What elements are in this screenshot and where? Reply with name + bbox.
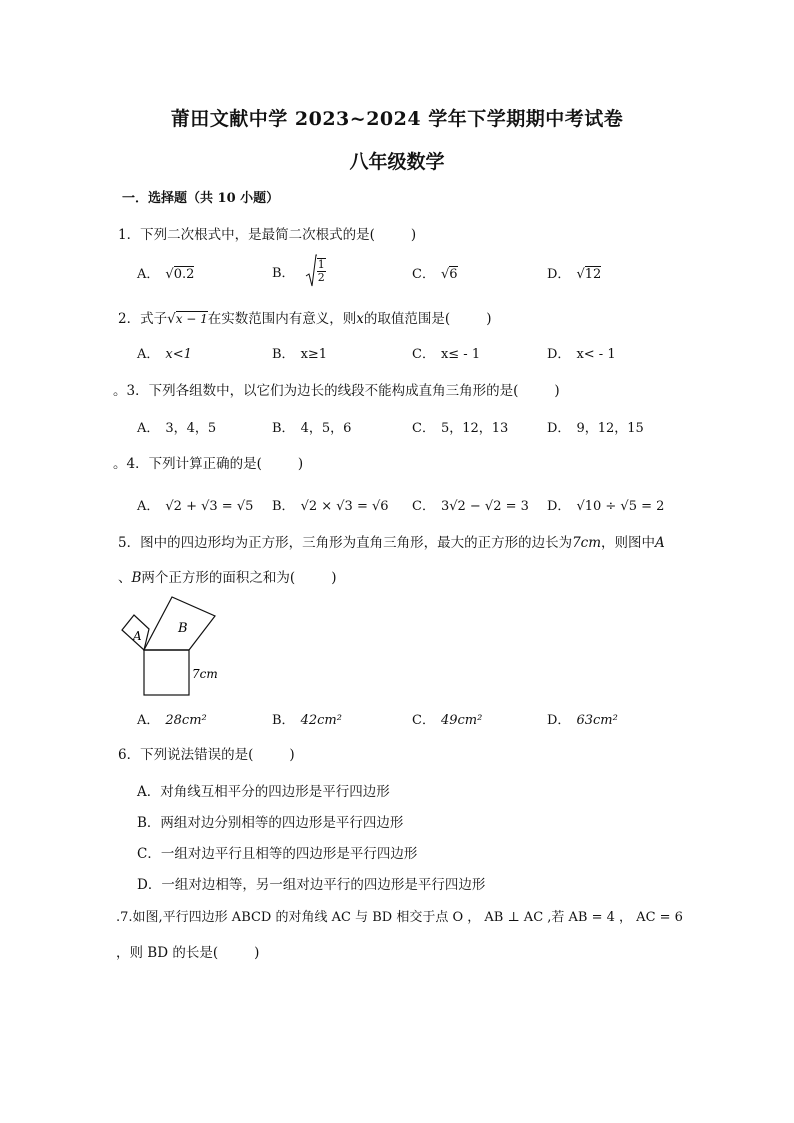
q4-option-d[interactable] [547,495,664,514]
question-2-radicand: x − 1 [175,312,208,326]
q2-option-b-text: x≥1 [300,347,328,362]
q1-option-a-label: A． [137,267,160,282]
q3-option-b[interactable] [272,417,351,436]
figure-label-b: B [178,621,188,636]
q5-option-b-text: 42cm² [300,713,342,728]
question-2-close: ) [486,311,492,327]
q5-option-d-label: D． [547,713,571,728]
q3-option-d-label: D． [547,421,571,436]
question-6-stem [118,743,295,763]
sqrt-icon: √ [576,267,585,282]
q4-option-c[interactable] [412,495,529,514]
q4-option-b[interactable] [272,495,389,514]
question-5-line2-b: B [131,570,142,586]
q1-option-c[interactable] [412,263,458,282]
q5-option-a[interactable] [137,709,207,728]
q1-option-b[interactable] [272,254,326,288]
q2-option-d[interactable] [547,343,616,362]
section-heading: 一．选择题（共 10 小题） [122,191,280,206]
question-4-text: 。4．下列计算正确的是( [113,456,262,472]
question-5-line1-b: 7cm [572,535,602,551]
q4-option-a-text: √2 + √3 = √5 [165,499,254,514]
q4-option-b-text: √2 × √3 = √6 [300,499,389,514]
q4-option-d-text: √10 ÷ √5 = 2 [576,499,665,514]
q2-option-d-text: x< - 1 [576,347,616,362]
question-3-close: ) [554,383,560,399]
q1-option-d-label: D． [547,267,571,282]
q1-option-d[interactable] [547,263,601,282]
question-2-rest: 在实数范围内有意义，则 [207,311,357,327]
q5-option-a-label: A． [137,713,160,728]
question-3-stem [113,379,560,399]
question-7-line2-text: ，则 BD 的长是( [116,945,219,961]
q5-option-a-text: 28cm² [165,713,207,728]
exam-title: 莆田文献中学 2023~2024 学年下学期期中考试卷 [170,108,624,130]
question-5-line1-d: A [655,535,665,551]
question-2-end: 的取值范围是( [363,311,451,327]
q2-option-a-text: x<1 [165,347,192,362]
question-5-line2-a: 、 [118,570,132,586]
question-6-text: 6．下列说法错误的是( [118,747,254,763]
sqrt-icon: √ [440,267,450,282]
question-2-var: x [356,311,364,327]
q2-option-c-text: x≤ - 1 [440,347,481,362]
figure-side-label: 7cm [192,667,218,681]
question-5-line-2 [118,566,336,586]
q5-square-figure [118,594,238,704]
figure-label-a: A [133,629,142,643]
question-7-close: ) [254,945,260,961]
exam-subtitle: 八年级数学 [349,151,445,173]
q2-option-d-label: D． [547,347,571,362]
q1-option-c-radicand: 6 [449,267,458,282]
q2-option-b-label: B． [272,347,295,362]
q6-option-b[interactable]: B．两组对边分别相等的四边形是平行四边形 [137,815,404,831]
q5-option-d[interactable] [547,709,618,728]
large-square-shape [144,650,189,695]
q3-option-c-text: 5，12，13 [440,421,509,436]
q6-option-d[interactable]: D．一组对边相等，另一组对边平行的四边形是平行四边形 [137,877,486,893]
q1-option-a[interactable] [137,263,194,282]
question-3-text: 。3．下列各组数中，以它们为边长的线段不能构成直角三角形的是( [113,383,519,399]
q1-option-b-label: B． [272,265,295,281]
question-2-prefix: 2．式子 [118,311,168,327]
question-4-close: ) [297,456,304,472]
q6-option-a[interactable]: A．对角线互相平分的四边形是平行四边形 [137,784,390,800]
q4-option-a-label: A． [137,499,160,514]
q3-option-c-label: C． [412,421,435,436]
q3-option-b-label: B． [272,421,295,436]
q2-option-b[interactable] [272,343,327,362]
question-2-stem [118,307,491,327]
question-7-line-2 [116,941,259,961]
question-5-line1-a: 5．图中的四边形均为正方形，三角形为直角三角形，最大的正方形的边长为 [118,535,573,551]
q2-option-a[interactable] [137,343,192,362]
q3-option-d[interactable] [547,417,644,436]
q3-option-c[interactable] [412,417,508,436]
question-5-close: ) [331,570,337,586]
q4-option-d-label: D． [547,499,571,514]
question-6-close: ) [289,747,295,763]
q2-option-c[interactable] [412,343,480,362]
q1-option-a-radicand: 0.2 [173,267,195,282]
q1-option-d-radicand: 12 [584,267,602,282]
sqrt-icon: √ [167,311,176,327]
question-7-line-1: .7.如图,平行四边形 ABCD 的对角线 AC 与 BD 相交于点 O ， AB ⊥ AC ,若 AB = 4 ， AC = 6 [116,910,683,925]
q4-option-b-label: B． [272,499,295,514]
question-1-close: ) [410,227,417,243]
q1-option-b-fraction [317,258,326,284]
question-5-line1-c: ，则图中 [601,535,656,551]
q2-option-a-label: A． [137,347,160,362]
question-1-stem [118,223,416,243]
q3-option-d-text: 9，12，15 [576,421,644,436]
q1-option-b-denominator: 2 [317,271,325,284]
q5-option-d-text: 63cm² [576,713,618,728]
q5-option-c[interactable] [412,709,482,728]
q2-option-c-label: C． [412,347,435,362]
q3-option-a-text: 3，4，5 [165,421,217,436]
q4-option-c-label: C． [412,499,435,514]
q6-option-c[interactable]: C．一组对边平行且相等的四边形是平行四边形 [137,846,418,862]
q5-option-b[interactable] [272,709,342,728]
q3-option-a-label: A． [137,421,160,436]
sqrt-icon [305,254,317,288]
q4-option-a[interactable] [137,495,253,514]
q3-option-a[interactable] [137,417,216,436]
q5-option-b-label: B． [272,713,295,728]
question-5-line-1 [118,531,665,551]
question-5-line2-c: 两个正方形的面积之和为( [141,570,296,586]
sqrt-icon: √ [165,267,174,282]
question-1-text: 1．下列二次根式中，是最简二次根式的是( [118,227,375,243]
q4-option-c-text: 3√2 − √2 = 3 [440,499,529,514]
q5-option-c-text: 49cm² [440,713,483,728]
q1-option-c-label: C． [412,267,435,282]
q3-option-b-text: 4，5，6 [300,421,352,436]
question-4-stem [113,452,303,472]
q5-option-c-label: C． [412,713,435,728]
q1-option-b-numerator: 1 [317,258,325,271]
